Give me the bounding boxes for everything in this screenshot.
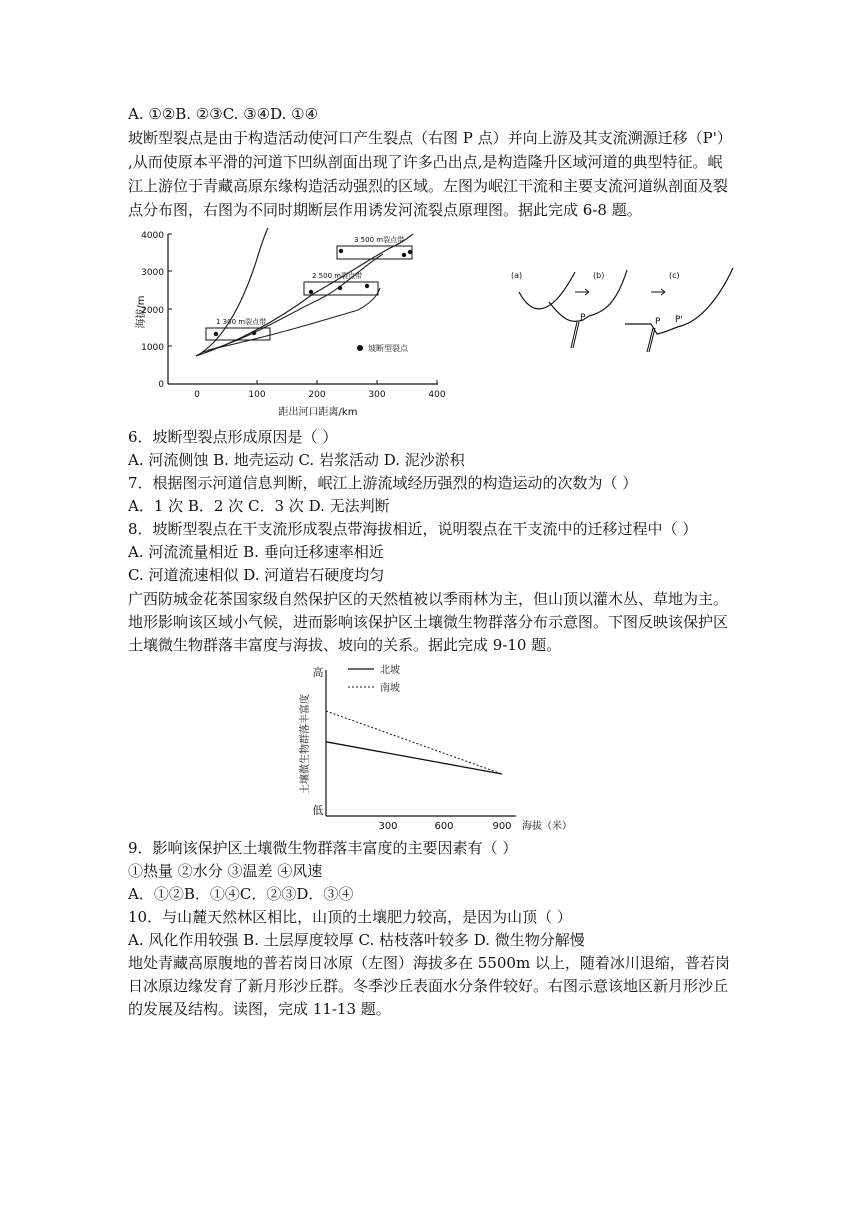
passage2-line: 广西防城金花茶国家级自然保护区的天然植被以季雨林为主，但山顶以灌木丛、草地为主。 xyxy=(128,590,729,608)
knickpoint-stages-figure xyxy=(505,262,745,362)
x-tick-label: 100 xyxy=(248,390,266,400)
passage1-line: 坡断型裂点是由于构造活动使河口产生裂点（右图 P 点）并向上游及其支流溯源迁移（P'） xyxy=(128,129,732,147)
y-axis-label: 土壤微生物群落丰富度 xyxy=(300,694,311,794)
south-slope-line xyxy=(326,711,502,774)
q10-options: A. 风化作用较强 B. 土层厚度较厚 C. 枯枝落叶较多 D. 微生物分解慢 xyxy=(128,931,585,949)
q7-question: 7．根据图示河道信息判断，岷江上游流域经历强烈的构造运动的次数为（ ） xyxy=(128,474,638,492)
y-tick-label: 3000 xyxy=(141,268,164,278)
x-tick-label: 600 xyxy=(434,821,454,832)
y-tick-label: 2000 xyxy=(141,306,164,316)
knickpoint xyxy=(408,250,412,254)
legend-marker xyxy=(357,345,363,351)
band-label: 3 500 m裂点带 xyxy=(354,236,405,244)
y-tick-label: 0 xyxy=(158,380,164,390)
knickpoint xyxy=(402,253,406,257)
passage1-line: 点分布图，右图为不同时期断层作用诱发河流裂点原理图。据此完成 6-8 题。 xyxy=(128,201,642,219)
passage3-line: 的发展及结构。读图，完成 11-13 题。 xyxy=(128,1000,391,1018)
q7-options: A．1 次 B．2 次 C．3 次 D. 无法判断 xyxy=(128,497,390,515)
passage3-line: 地处青藏高原腹地的普若岗日冰原（左图）海拔多在 5500m 以上，随着冰川退缩，普若岗 xyxy=(128,954,730,972)
x-tick-label: 900 xyxy=(492,821,512,832)
q9-factors: ①热量 ②水分 ③温差 ④风速 xyxy=(128,862,323,880)
q8-options: C. 河道流速相似 D. 河道岩石硬度均匀 xyxy=(128,566,385,584)
q10-question: 10．与山麓天然林区相比，山顶的土壤肥力较高，是因为山顶（ ） xyxy=(128,908,572,926)
passage3-line: 日冰原边缘发育了新月形沙丘群。冬季沙丘表面水分条件较好。右图示意该地区新月形沙丘 xyxy=(128,977,729,995)
q8-question: 8．坡断型裂点在干支流形成裂点带海拔相近，说明裂点在干支流中的迁移过程中（ ） xyxy=(128,520,698,538)
knickpoint xyxy=(214,332,218,336)
stage-b-profile xyxy=(549,270,627,321)
y-tick-label: 1000 xyxy=(141,343,164,353)
point-label: P xyxy=(655,317,661,327)
tributary-profile xyxy=(196,228,268,356)
point-label: P' xyxy=(675,315,683,325)
y-tick-label: 4000 xyxy=(141,231,164,241)
knickpoint xyxy=(365,284,369,288)
legend-north-label: 北坡 xyxy=(380,665,400,676)
stage-label: (b) xyxy=(593,271,605,280)
q6-question: 6．坡断型裂点形成原因是（ ） xyxy=(128,428,338,446)
x-axis-label: 海拔（米） xyxy=(522,821,572,832)
x-tick-label: 300 xyxy=(368,390,386,400)
passage2-line: 地形影响该区域小气候，进而影响该保护区土壤微生物群落分布示意图。下图反映该保护区 xyxy=(128,613,729,631)
q9-options: A．①②B．①④C．②③D．③④ xyxy=(128,885,354,903)
x-tick-label: 400 xyxy=(428,390,446,400)
x-tick-label: 200 xyxy=(308,390,326,400)
q9-question: 9．影响该保护区土壤微生物群落丰富度的主要因素有（ ） xyxy=(128,839,518,857)
y-axis-label: 海拔/m xyxy=(136,295,147,329)
y-top-label: 高 xyxy=(312,666,324,679)
passage1-line: ,从而使原本平滑的河道下凹纵剖面出现了许多凸出点,是构造隆升区域河道的典型特征。岷 xyxy=(128,153,723,171)
q8-options: A. 河流流量相近 B. 垂向迁移速率相近 xyxy=(128,543,384,561)
band-label: 2 500 m裂点带 xyxy=(312,272,363,280)
richness-chart xyxy=(290,658,590,836)
river-profile-figure xyxy=(128,222,448,422)
legend-label: 坡断型裂点 xyxy=(368,344,408,353)
passage1-line: 江上游位于青藏高原东缘构造活动强烈的区域。左图为岷江干流和主要支流河道纵剖面及裂 xyxy=(128,177,729,195)
y-bottom-label: 低 xyxy=(312,804,324,817)
q6-options: A. 河流侧蚀 B. 地壳运动 C. 岩浆活动 D. 泥沙淤积 xyxy=(128,451,465,469)
knickpoint xyxy=(339,249,343,253)
knickpoint xyxy=(309,290,313,294)
stage-a-profile xyxy=(519,272,575,309)
x-axis-label: 距出河口距离/km xyxy=(278,407,358,418)
x-tick-label: 300 xyxy=(378,821,398,832)
stage-label: (c) xyxy=(669,271,680,280)
point-label: P xyxy=(580,313,586,323)
passage2-line: 土壤微生物群落丰富度与海拔、坡向的关系。据此完成 9-10 题。 xyxy=(128,636,562,654)
knickpoint xyxy=(338,286,342,290)
stage-label: (a) xyxy=(511,271,523,280)
x-tick-label: 0 xyxy=(194,390,200,400)
legend-south-label: 南坡 xyxy=(380,683,400,694)
q5-options: A. ①②B. ②③C. ③④D. ①④ xyxy=(128,105,319,123)
knickpoint xyxy=(252,331,256,335)
band-label: 1 300 m裂点带 xyxy=(216,318,267,326)
north-slope-line xyxy=(326,742,502,774)
